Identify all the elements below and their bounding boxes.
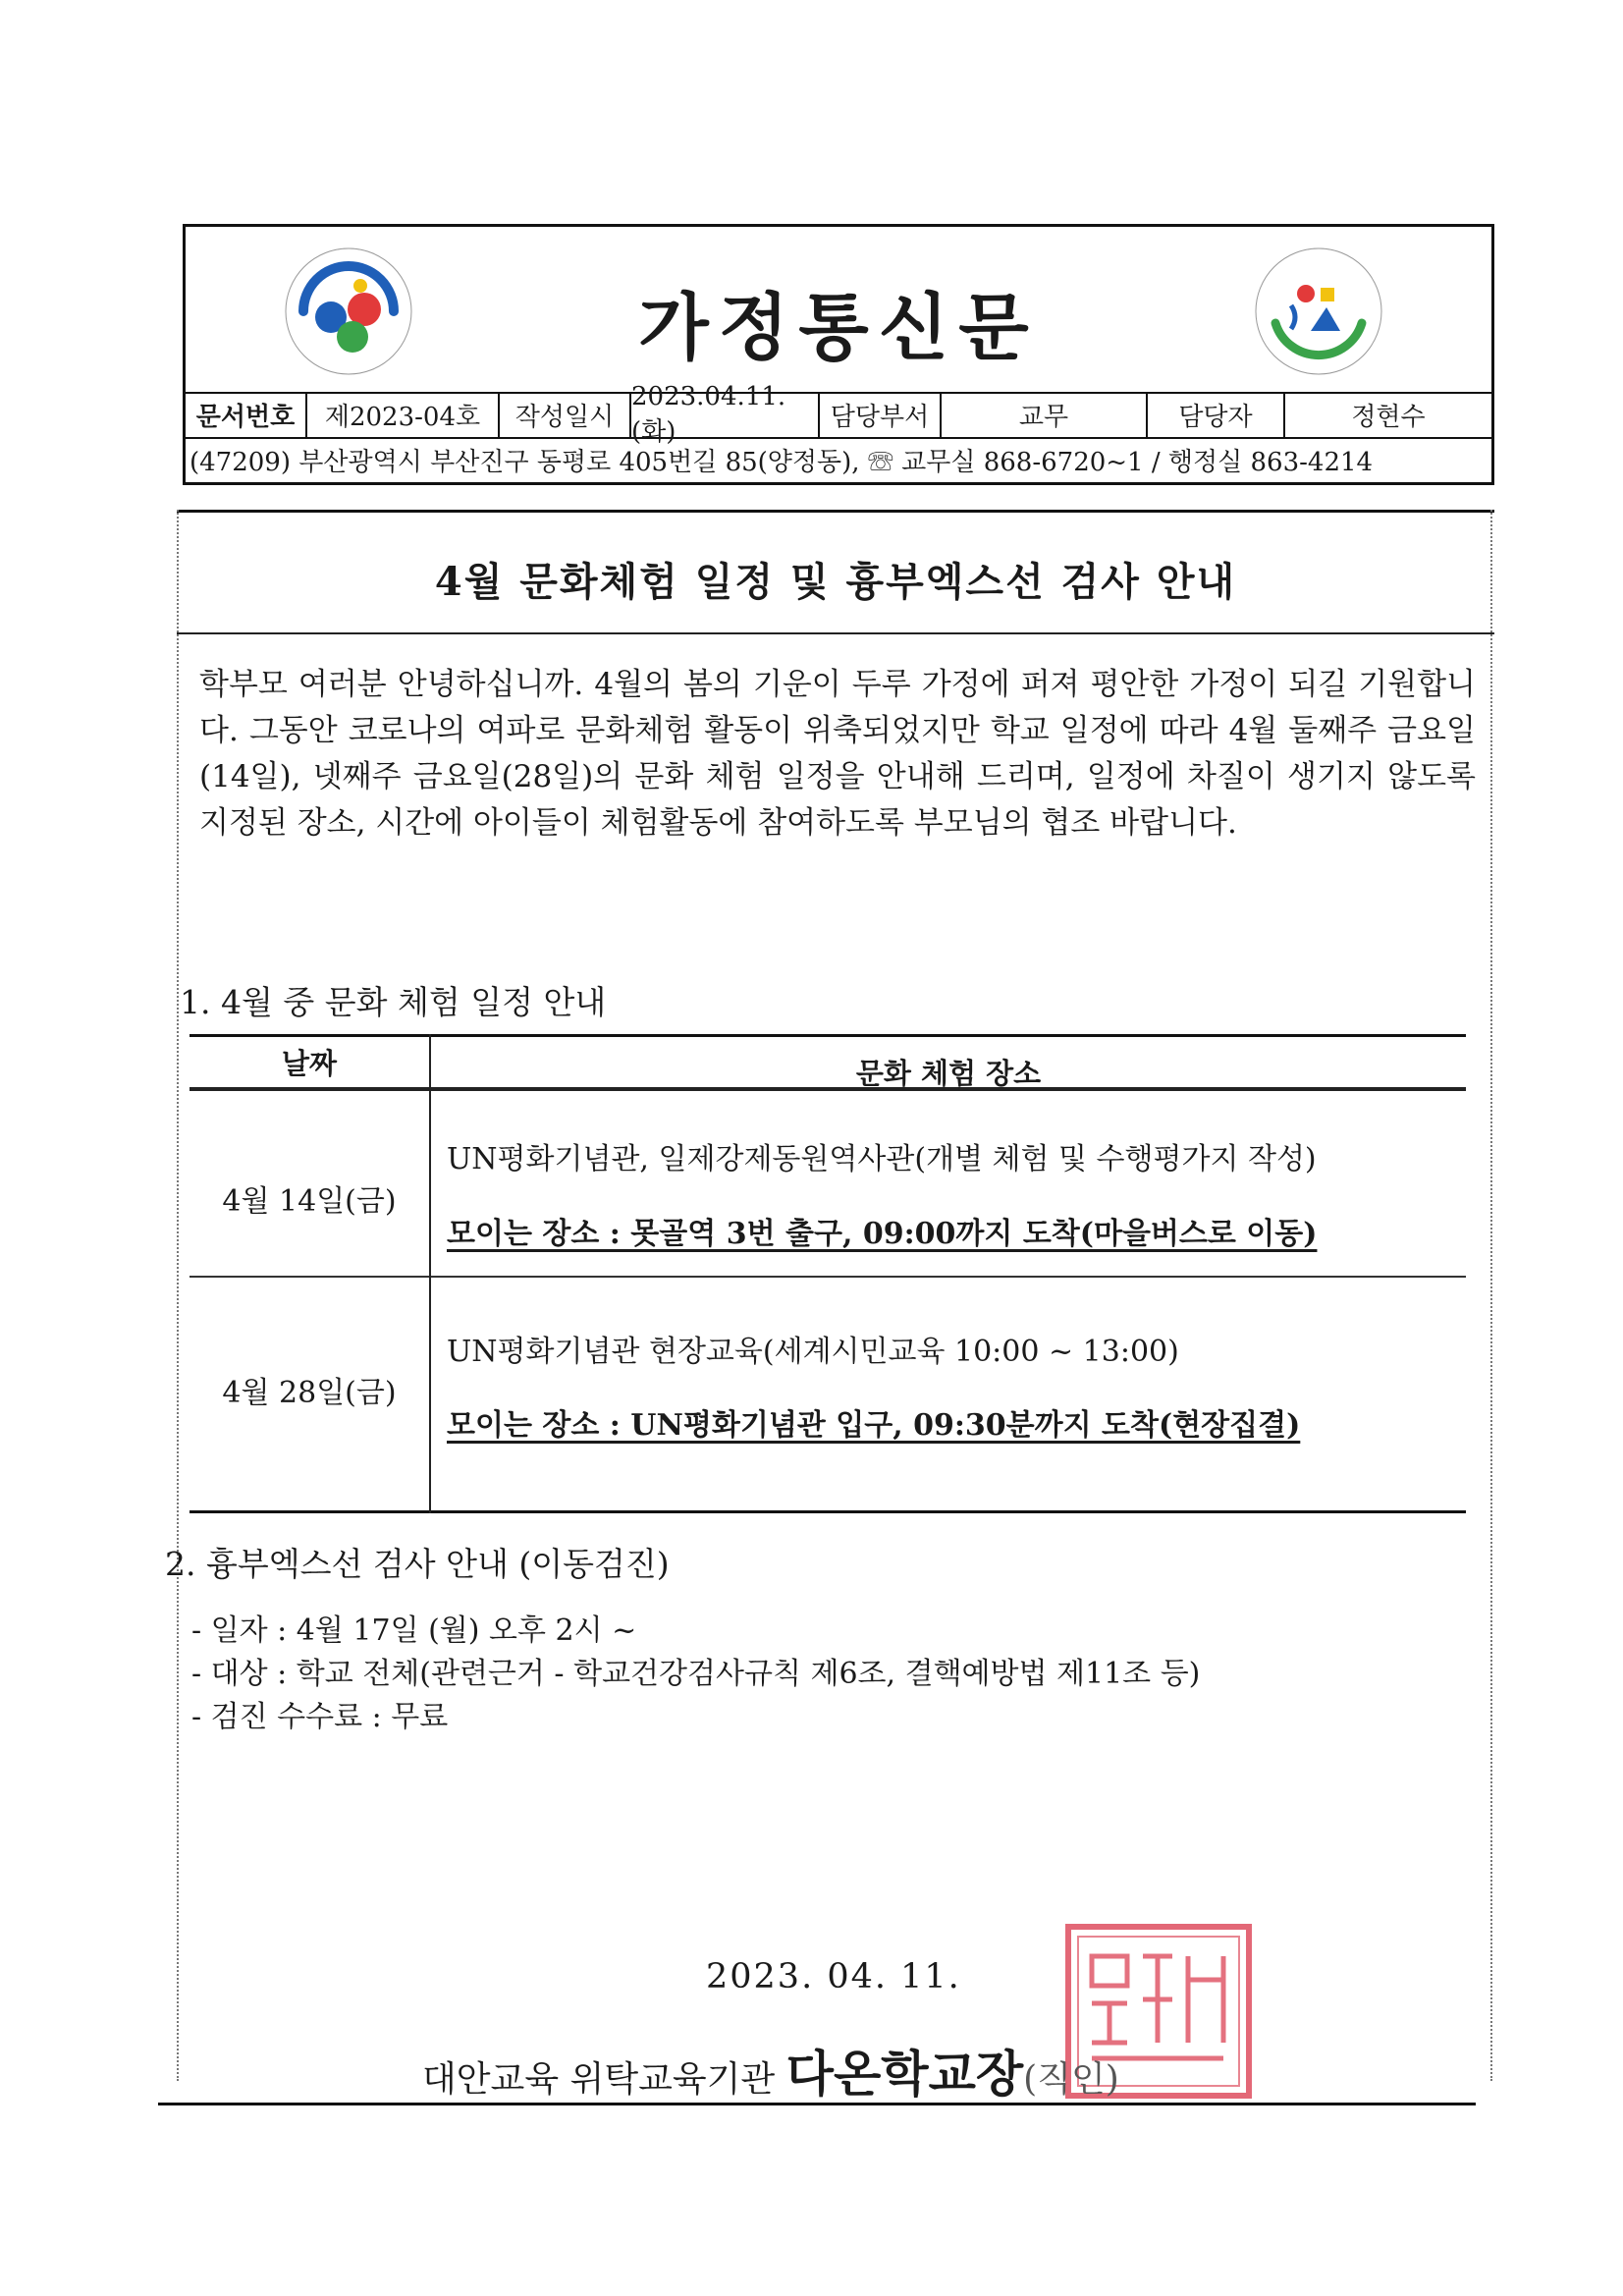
doc-no-value: 제2023-04호	[307, 392, 500, 437]
column-header-place: 문화 체험 장소	[855, 1057, 1042, 1090]
column-header-date: 날짜	[281, 1047, 338, 1080]
manager-value: 정현수	[1351, 402, 1426, 432]
letter-header	[183, 224, 1494, 485]
header-title-area	[186, 227, 1491, 394]
education-office-logo-icon	[1252, 245, 1385, 378]
principal-title: 다온학교장	[785, 2045, 1024, 2103]
issuing-organization: 대안교육 위탁교육기관	[422, 2059, 776, 2100]
section-1-heading: 1. 4월 중 문화 체험 일정 안내	[180, 983, 607, 1021]
table-bottom-rule	[189, 1510, 1466, 1513]
section-2-heading: 2. 흉부엑스선 검사 안내 (이동검진)	[165, 1545, 670, 1583]
table-column-divider	[429, 1034, 431, 1513]
signature-rule	[158, 2103, 1476, 2105]
xray-info-list	[191, 1610, 1200, 1739]
date-label: 작성일시	[500, 392, 631, 437]
school-address: (47209) 부산광역시 부산진구 동평로 405번길 85(양정동), ☏ 교무실 868-6720~1 / 행정실 863-4214	[189, 447, 1374, 477]
row-1-place: UN평화기념관, 일제강제동원역사관(개별 체험 및 수행평가지 작성)	[447, 1142, 1317, 1176]
table-row-rule	[189, 1276, 1466, 1278]
notice-title: 4월 문화체험 일정 및 흉부엑스선 검사 안내	[434, 559, 1237, 605]
top-divider	[177, 510, 1494, 513]
document-meta-row	[186, 381, 1491, 447]
left-border	[177, 510, 181, 2081]
schedule-table	[189, 1034, 1466, 1513]
row-2-place: UN평화기념관 현장교육(세계시민교육 10:00 ~ 13:00)	[447, 1335, 1179, 1369]
title-divider	[177, 632, 1494, 634]
row-2-meeting-point: 모이는 장소 : UN평화기념관 입구, 09:30분까지 도착(현장집결)	[447, 1408, 1301, 1443]
page-title: 가정통신문	[638, 286, 1039, 370]
row-2-date: 4월 28일(금)	[222, 1376, 397, 1410]
list-item: - 대상 : 학교 전체(관련근거 - 학교건강검사규칙 제6조, 결핵예방법 제11조 등)	[191, 1657, 1201, 1691]
list-item: - 일자 : 4월 17일 (월) 오후 2시 ~	[191, 1613, 637, 1648]
table-top-rule	[189, 1034, 1466, 1037]
dept-label: 담당부서	[820, 392, 942, 437]
intro-paragraph: 학부모 여러분 안녕하십니까. 4월의 봄의 기운이 두루 가정에 퍼져 평안한 가정이 되길 기원합니다. 그동안 코로나의 여파로 문화체험 활동이 위축되었지만 학교 일정에 따라 4월 둘째주 금요일(14일), 넷째주 금요일(28일)의 문화 체험 일정을 안내해 드리며, 일정에 차질이 생기지 않도록 지정된 장소, 시간에 아이들이 체험활동에 참여하도록 부모님의 협조 바랍니다.	[199, 667, 1476, 841]
list-item: - 검진 수수료 : 무료	[191, 1700, 449, 1734]
notice-body	[165, 510, 1494, 2081]
manager-label: 담당자	[1148, 392, 1285, 437]
date-value: 2023.04.11.(화)	[631, 392, 820, 437]
row-1-date: 4월 14일(금)	[222, 1184, 397, 1219]
doc-no-label: 문서번호	[186, 392, 307, 437]
signature-line	[422, 2035, 1119, 2105]
dept-value: 교무	[942, 392, 1148, 437]
row-1-meeting-point: 모이는 장소 : 못골역 3번 출구, 09:00까지 도착(마을버스로 이동)	[447, 1217, 1318, 1251]
right-border	[1490, 510, 1494, 2081]
seal-note: (직인)	[1023, 2059, 1119, 2100]
issue-date: 2023. 04. 11.	[706, 1957, 961, 1996]
